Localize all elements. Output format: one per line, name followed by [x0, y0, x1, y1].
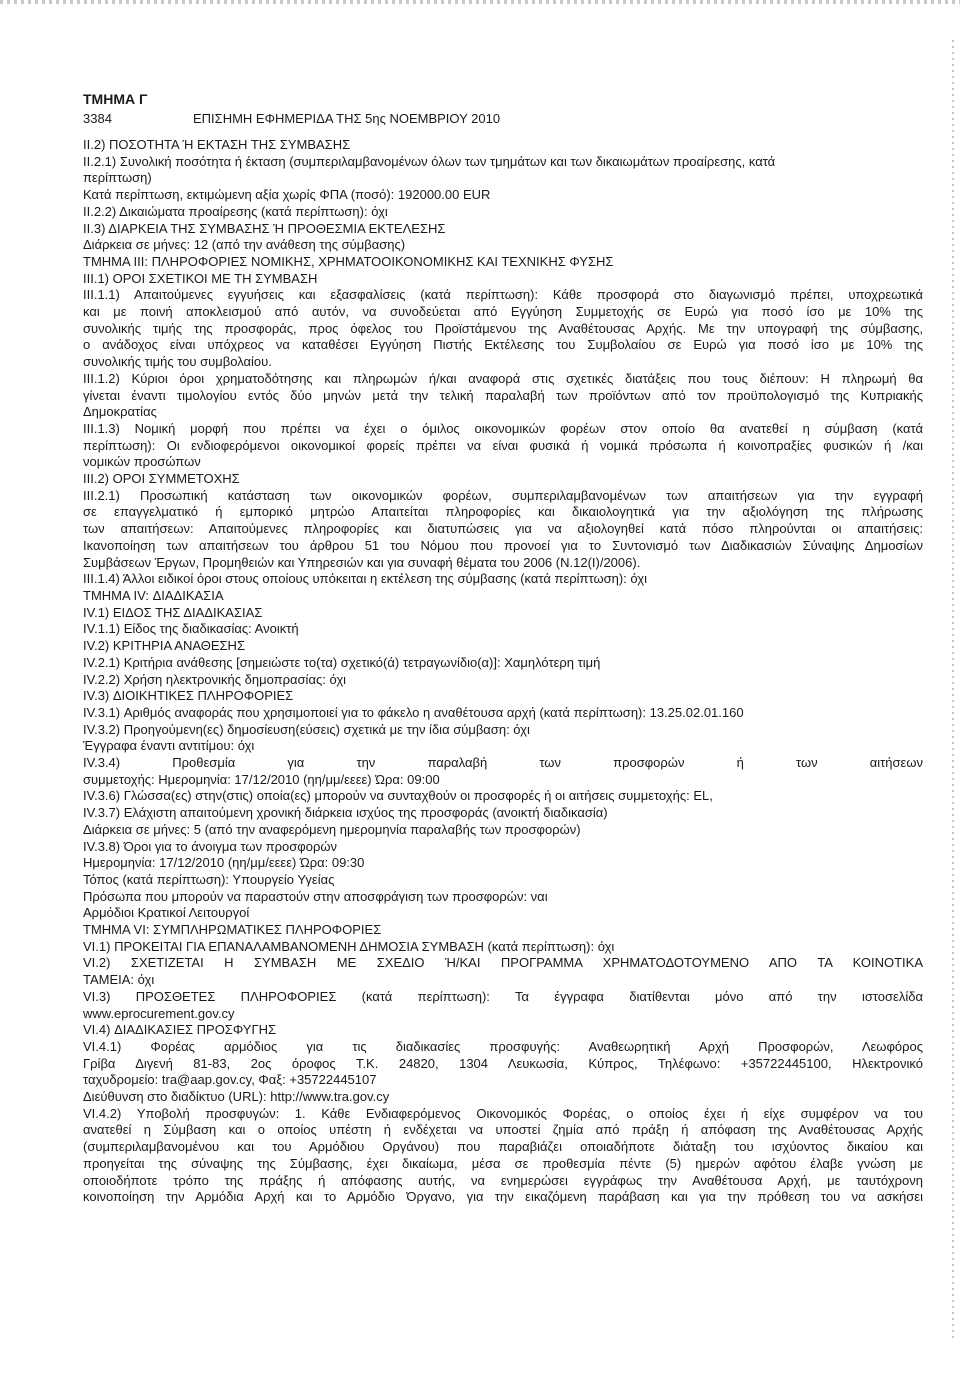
text-line: προηγείται της σύναψης της Σύμβασης, έχει δικαίωμα, μέσα σε προθεσμία πέντε (5) ημερών αφότου έλαβε γνώση με — [83, 1155, 923, 1171]
text-line: VI.2) ΣΧΕΤΙΖΕΤΑΙ Η ΣΥΜΒΑΣΗ ΜΕ ΣΧΕΔΙΟ Ή/ΚΑΙ ΠΡΟΓΡΑΜΜΑ ΧΡΗΜΑΤΟΔΟΤΟΥΜΕΝΟ ΑΠΟ ΤΑ ΚΟΙΝΟΤΙΚΑ — [83, 955, 923, 971]
text-line: www.eprocurement.gov.cy — [83, 1005, 235, 1021]
text-line: ΤΜΗΜΑ VI: ΣΥΜΠΛΗΡΩΜΑΤΙΚΕΣ ΠΛΗΡΟΦΟΡΙΕΣ — [83, 922, 382, 938]
text-line: IV.3) ΔΙΟΙΚΗΤΙΚΕΣ ΠΛΗΡΟΦΟΡΙΕΣ — [83, 688, 294, 704]
text-line: συμμετοχής: Ημερομηνία: 17/12/2010 (ηη/μμ/εεεε) Ώρα: 09:00 — [83, 771, 440, 787]
text-line: ΙΙ.3) ΔΙΑΡΚΕΙΑ ΤΗΣ ΣΥΜΒΑΣΗΣ Ή ΠΡΟΘΕΣΜΙΑ ΕΚΤΕΛΕΣΗΣ — [83, 220, 446, 236]
header-line — [83, 110, 783, 128]
text-line: Πρόσωπα που μπορούν να παραστούν στην αποσφράγιση των προσφορών: ναι — [83, 888, 548, 904]
text-line: συνολικής τιμής του συμβολαίου. — [83, 354, 272, 370]
text-line: ΤΑΜΕΙΑ: όχι — [83, 972, 155, 988]
text-line: Τόπος (κατά περίπτωση): Υπουργείο Υγείας — [83, 871, 335, 887]
text-line: ΤΜΗΜΑ IV: ΔΙΑΔΙΚΑΣΙΑ — [83, 587, 224, 603]
text-line: και με ποινή αποκλεισμού από αυτόν, να συνοδεύεται από Εγγύηση Συμμετοχής σε Ευρώ για ποσό ίσο με 10% της — [83, 304, 923, 320]
text-line: IV.1.1) Είδος της διαδικασίας: Ανοικτή — [83, 621, 299, 637]
text-line: (συμπεριλαμβανομένου και του Αρμόδιου Οργάνου) που παραβιάζει οποιαδήποτε διάταξη του ισχύοντος δικαίου και — [83, 1139, 923, 1155]
text-line: Διεύθυνση στο διαδίκτυο (URL): http://www.tra.gov.cy — [83, 1089, 390, 1105]
document-body — [83, 137, 923, 1206]
text-line: IV.3.7) Ελάχιστη απαιτούμενη χρονική διάρκεια ισχύος της προσφοράς (ανοικτή διαδικασία) — [83, 805, 608, 821]
text-line: των απαιτήσεων: Απαιτούμενες πληροφορίες και διατυπώσεις για να αξιολογηθεί κατά πόσο πληρούνται οι απαιτήσεις: — [83, 521, 923, 537]
text-line: VI.1) ΠΡΟΚΕΙΤΑΙ ΓΙΑ ΕΠΑΝΑΛΑΜΒΑΝΟΜΕΝΗ ΔΗΜΟΣΙΑ ΣΥΜΒΑΣΗ (κατά περίπτωση): όχι — [83, 938, 615, 954]
text-line: IV.1) ΕΙΔΟΣ ΤΗΣ ΔΙΑΔΙΚΑΣΙΑΣ — [83, 604, 263, 620]
section-label: ΤΜΗΜΑ Γ — [83, 91, 148, 107]
text-line: IV.2.2) Χρήση ηλεκτρονικής δημοπρασίας: όχι — [83, 671, 347, 687]
text-line: ΙΙΙ.1.2) Κύριοι όροι χρηματοδότησης και πληρωμών ή/και αναφορά στις σχετικές διατάξεις που τους διέπουν: Η πληρωμή θα — [83, 370, 923, 386]
text-line: σε επαγγελματικό ή εμπορικό μητρώο Απαιτείται πληροφορίες και δικαιολογητικά για την αξιολόγηση της πλήρωσης — [83, 504, 923, 520]
text-line: Έγγραφα έναντι αντιτίμου: όχι — [83, 738, 255, 754]
text-line: ΙΙ.2.2) Δικαιώματα προαίρεσης (κατά περίπτωση): όχι — [83, 203, 388, 219]
text-line: Δημοκρατίας — [83, 404, 157, 420]
text-line: VI.3) ΠΡΟΣΘΕΤΕΣ ΠΛΗΡΟΦΟΡΙΕΣ (κατά περίπτωση): Τα έγγραφα διατίθενται μόνο από την ιστοσελίδα — [83, 988, 923, 1004]
scan-edge-top — [0, 0, 960, 4]
text-line: νομικών προσώπων — [83, 454, 201, 470]
text-line: IV.3.1) Αριθμός αναφοράς που χρησιμοποιεί για το φάκελο η αναθέτουσα αρχή (κατά περίπτωση): 13.25.02.01.160 — [83, 704, 744, 720]
text-line: ΙΙΙ.1.4) Άλλοι ειδικοί όροι στους οποίους υπόκειται η εκτέλεση της σύμβασης (κατά περίπτωση): όχι — [83, 571, 648, 587]
text-line: ταχυδρομείο: tra@aap.gov.cy, Φαξ: +35722445107 — [83, 1072, 377, 1088]
text-line: συνολικής τιμής της προσφοράς, προς όφελος του Προϊστάμενου της Αναθέτουσας Αρχής. Με την υπογραφή της σύμβασης, — [83, 320, 923, 336]
text-line: VI.4) ΔΙΑΔΙΚΑΣΙΕΣ ΠΡΟΣΦΥΓΗΣ — [83, 1022, 277, 1038]
page-header — [83, 90, 783, 128]
text-line: ΙΙ.2) ΠΟΣΟΤΗΤΑ Ή ΕΚΤΑΣΗ ΤΗΣ ΣΥΜΒΑΣΗΣ — [83, 137, 351, 152]
text-line: IV.2) ΚΡΙΤΗΡΙΑ ΑΝΑΘΕΣΗΣ — [83, 638, 245, 654]
text-line: IV.3.6) Γλώσσα(ες) στην(στις) οποία(ες) μπορούν να συνταχθούν οι προσφορές ή οι αιτήσεις συμμετοχής: EL, — [83, 788, 713, 804]
text-line: κοινοποίηση την Αρμόδια Αρχή και το Αρμόδιο Όργανο, για την εικαζόμενη παράβαση και για την πρόθεση του να ασκήσει — [83, 1189, 923, 1205]
text-line: Αρμόδιοι Κρατικοί Λειτουργοί — [83, 905, 250, 921]
text-line: περίπτωση): Οι ενδιοφερόμενοι οικονομικοί φορείς πρέπει να είναι φυσικά ή νομικά πρόσωπα ή κοινοπραξίες φυσικών ή /και — [83, 437, 923, 453]
text-line: Κατά περίπτωση, εκτιμώμενη αξία χωρίς ΦΠΑ (ποσό): 192000.00 EUR — [83, 187, 491, 203]
text-line: ΙΙΙ.2) ΟΡΟΙ ΣΥΜΜΕΤΟΧΗΣ — [83, 471, 240, 487]
text-line: ΙΙ.2.1) Συνολική ποσότητα ή έκταση (συμπεριλαμβανομένων όλων των τμημάτων και των δικαιωμάτων προαίρεσης, κατά — [83, 153, 776, 169]
text-line: ο ανάδοχος είναι υπόχρεος να καταθέσει Εγγύηση Πιστής Εκτέλεσης του Συμβολαίου σε Ευρώ για ποσό ίσο με 10% της — [83, 337, 923, 353]
text-line: Ικανοποίηση των απαιτήσεων του άρθρου 51 του Νόμου που προνοεί για το Συντονισμό των Διαδικασιών Σύναψης Δημοσίων — [83, 537, 923, 553]
text-line: ΙΙΙ.1.1) Απαιτούμενες εγγυήσεις και εξασφαλίσεις (κατά περίπτωση): Κάθε προσφορά στο διαγωνισμό πρέπει, υποχρεωτικά — [83, 287, 923, 303]
text-line: ΙΙΙ.2.1) Προσωπική κατάσταση των οικονομικών φορέων, συμπεριλαμβανομένων των απαιτήσεων για την εγγραφή — [83, 487, 923, 503]
text-line: ΤΜΗΜΑ ΙΙΙ: ΠΛΗΡΟΦΟΡΙΕΣ ΝΟΜΙΚΗΣ, ΧΡΗΜΑΤΟΟΙΚΟΝΟΜΙΚΗΣ ΚΑΙ ΤΕΧΝΙΚΗΣ ΦΥΣΗΣ — [83, 253, 614, 269]
text-line: Ημερομηνία: 17/12/2010 (ηη/μμ/εεεε) Ώρα: 09:30 — [83, 855, 365, 871]
text-line: VI.4.2) Υποβολή προσφυγών: 1. Κάθε Ενδιαφερόμενος Οικονομικός Φορέας, ο οποίος έχει ή είχε συμφέρον να του — [83, 1105, 923, 1121]
text-line: IV.3.8) Όροι για το άνοιγμα των προσφορών — [83, 838, 338, 854]
text-line: οποιοδήποτε τρόπο της πράξης ή απόφασης αυτής, να ενημερώσει εγγράφως την Αναθέτουσα Αρχή, με ταυτόχρονη — [83, 1172, 923, 1188]
text-line: Διάρκεια σε μήνες: 12 (από την ανάθεση της σύμβασης) — [83, 237, 406, 253]
text-line: Συμβάσεων Έργων, Προμηθειών και Υπηρεσιών και για συναφή θέματα του 2006 (Ν.12(Ι)/2006). — [83, 554, 641, 570]
text-line: περίπτωση) — [83, 170, 152, 186]
text-line: IV.3.4) Προθεσμία για την παραλαβή των προσφορών ή των αιτήσεων — [83, 755, 923, 771]
text-line: ΙΙΙ.1) ΟΡΟΙ ΣΧΕΤΙΚΟΙ ΜΕ ΤΗ ΣΥΜΒΑΣΗ — [83, 270, 318, 286]
text-line: IV.2.1) Κριτήρια ανάθεσης [σημειώστε το(τα) σχετικό(ά) τετραγωνίδιο(α)]: Χαμηλότερη τιμή — [83, 654, 601, 670]
text-line: Διάρκεια σε μήνες: 5 (από την αναφερόμενη ημερομηνία παραλαβής των προσφορών) — [83, 821, 581, 837]
text-line: VI.4.1) Φορέας αρμόδιος για τις διαδικασίες προσφυγής: Αναθεωρητική Αρχή Προσφορών, Λεωφόρος — [83, 1038, 923, 1054]
text-line: ΙΙΙ.1.3) Νομική μορφή που πρέπει να έχει ο όμιλος οικονομικών φορέων στον οποίο θα ανατεθεί η σύμβαση (κατά — [83, 420, 923, 436]
text-line: γίνεται έναντι τιμολογίου εντός δύο μηνών μετά την τελική παραλαβή των προϊόντων από τον προϋπολογισμό της Κυπριακής — [83, 387, 923, 403]
text-line: Γρίβα Διγενή 81-83, 2ος όροφος Τ.Κ. 24820, 1304 Λευκωσία, Κύπρος, Τηλέφωνο: +35722445100, Ηλεκτρονικό — [83, 1055, 923, 1071]
text-line: IV.3.2) Προηγούμενη(ες) δημοσίευση(εύσεις) σχετικά με την ίδια σύμβαση: όχι — [83, 721, 530, 737]
text-line: ανατεθεί η Σύμβαση και ο οποίος υπέστη ή ενδέχεται να υποστεί ζημία από πράξη ή απόφαση της Αναθέτουσας Αρχής — [83, 1122, 923, 1138]
publication-title: ΕΠΙΣΗΜΗ ΕΦΗΜΕΡΙΔΑ ΤΗΣ 5ης ΝΟΕΜΒΡΙΟΥ 2010 — [193, 111, 501, 126]
scan-edge-right — [952, 40, 954, 1340]
page-number: 3384 — [83, 111, 112, 126]
